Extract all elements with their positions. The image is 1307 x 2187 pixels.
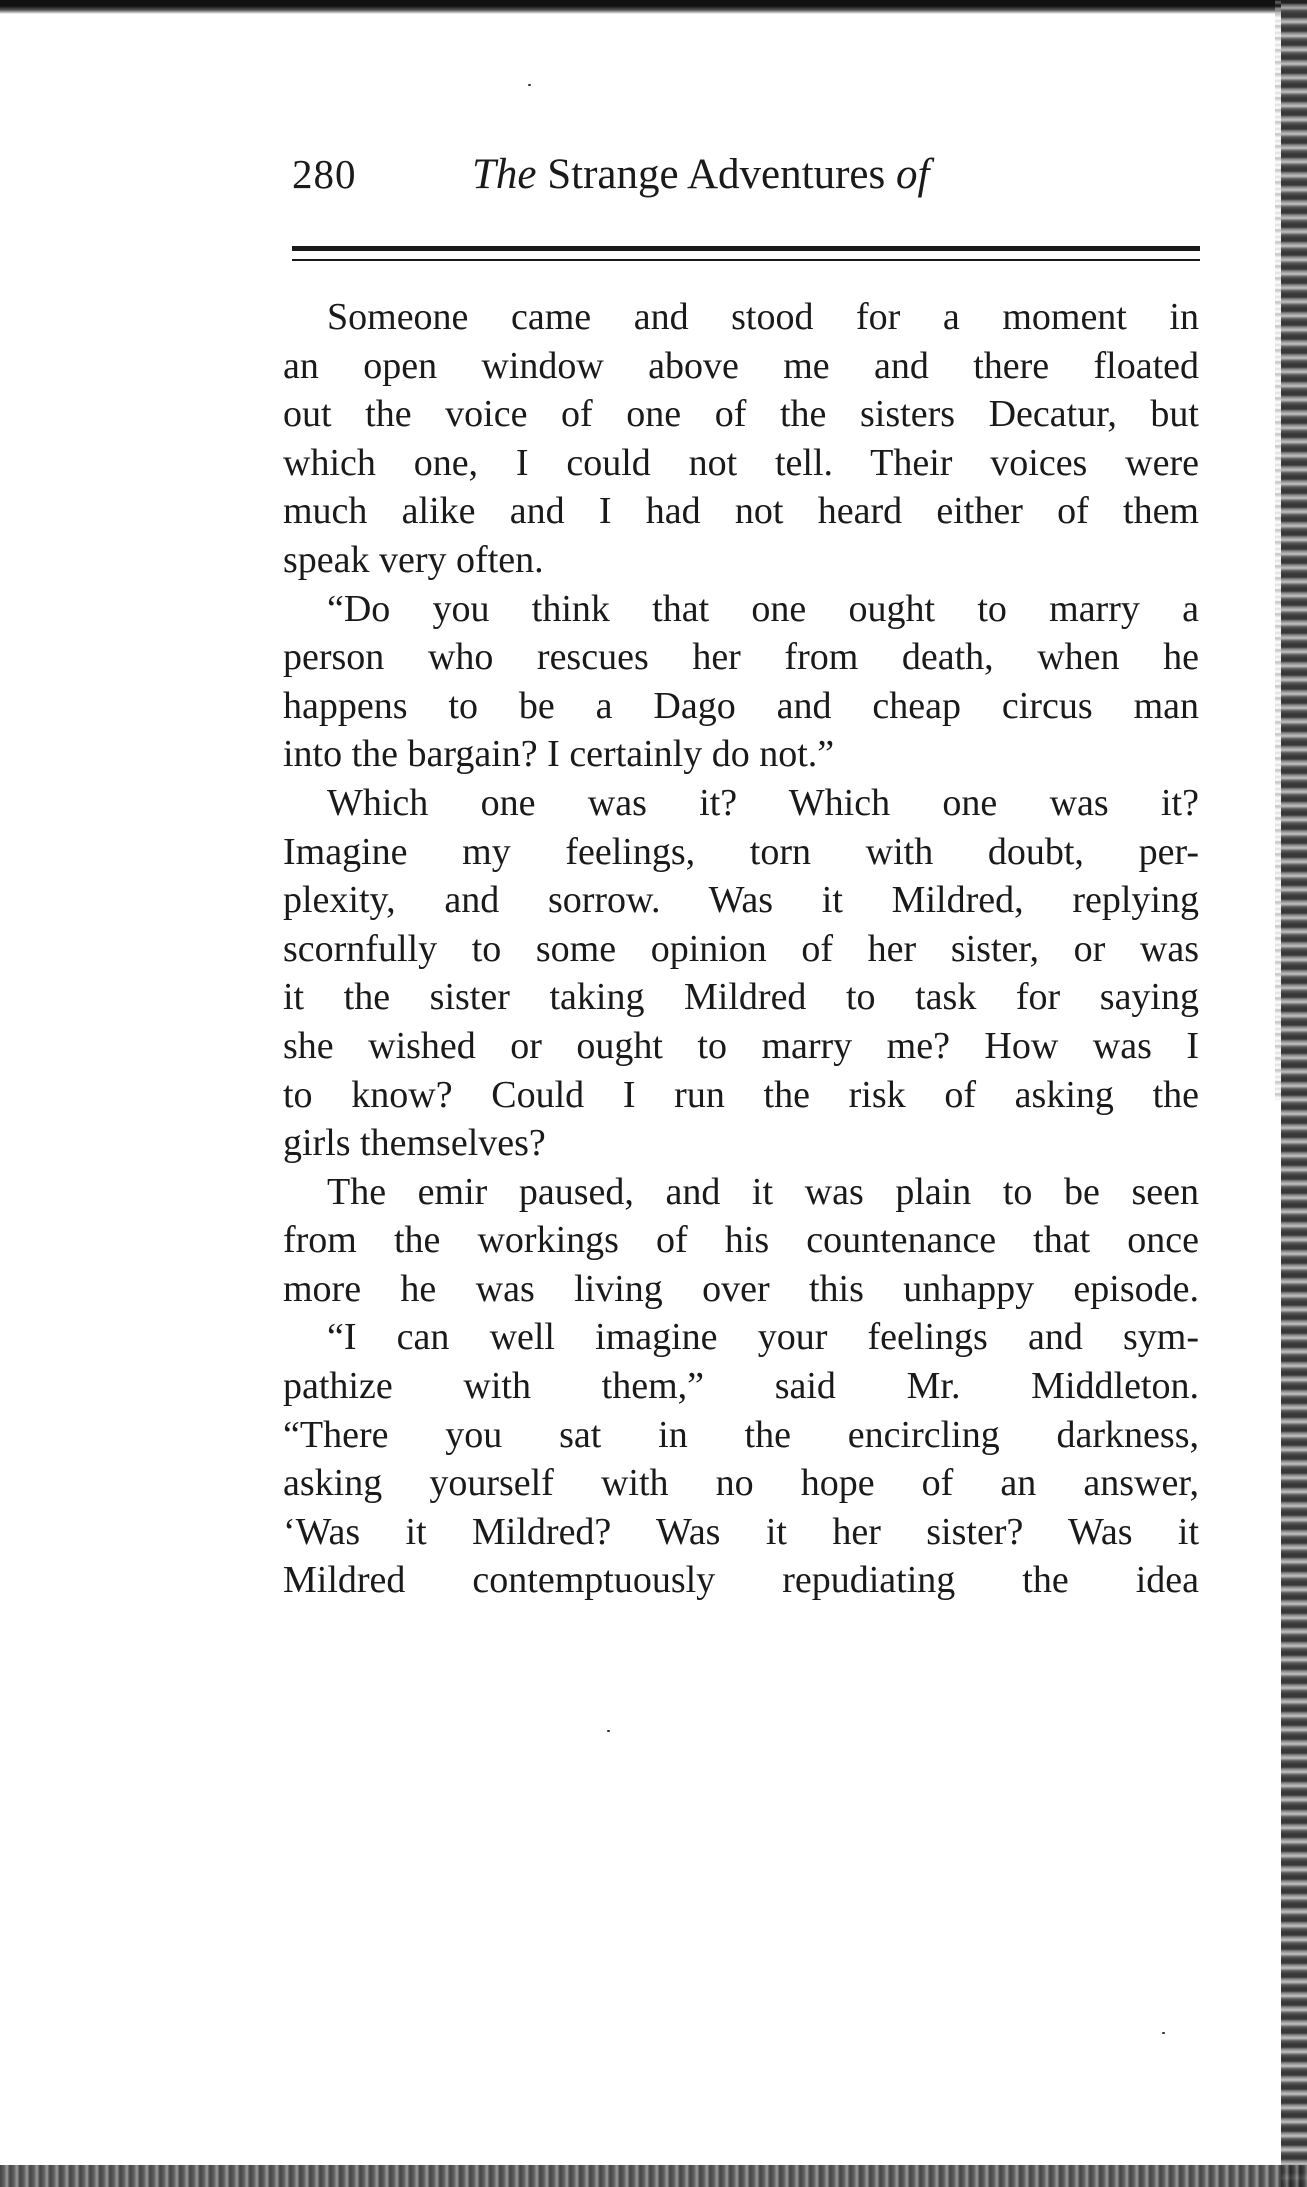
text-line: ‘Was it Mildred? Was it her sister? Was it (283, 1510, 1199, 1553)
text-line: into the bargain? I certainly do not.” (283, 733, 835, 776)
text-line: more he was living over this unhappy episode. (283, 1267, 1199, 1310)
text-line: person who rescues her from death, when he (283, 636, 1199, 679)
scan-edge-bottom (0, 2165, 1307, 2187)
scan-speck (528, 84, 531, 86)
text-line: plexity, and sorrow. Was it Mildred, replying (283, 879, 1199, 922)
scan-edge-right-inner (1275, 0, 1281, 1100)
text-line: girls themselves? (283, 1122, 546, 1165)
text-line: happens to be a Dago and cheap circus man (283, 684, 1199, 727)
running-title-main: Strange Adventures (547, 151, 886, 198)
running-header (292, 146, 1202, 216)
text-line: from the workings of his countenance that once (283, 1219, 1199, 1262)
scan-speck (607, 1730, 610, 1732)
running-title-the: The (472, 151, 537, 198)
text-line: pathize with them,” said Mr. Middleton. (283, 1365, 1199, 1408)
running-title (472, 150, 929, 199)
text-line: speak very often. (283, 538, 544, 581)
text-line: The emir paused, and it was plain to be seen (327, 1170, 1199, 1213)
text-line: to know? Could I run the risk of asking the (283, 1073, 1199, 1116)
text-line: Mildred contemptuously repudiating the idea (283, 1559, 1199, 1602)
text-line: “There you sat in the encircling darkness, (283, 1413, 1199, 1456)
text-line: Imagine my feelings, torn with doubt, per- (283, 830, 1199, 873)
scan-edge-top (0, 0, 1307, 14)
header-rule-thin (292, 259, 1200, 261)
text-line: asking yourself with no hope of an answer, (283, 1462, 1199, 1505)
header-rule-thick (292, 246, 1200, 251)
page-number: 280 (292, 151, 357, 197)
text-line: “Do you think that one ought to marry a (327, 587, 1199, 630)
scan-speck (1162, 2032, 1165, 2034)
text-line: Someone came and stood for a moment in (327, 296, 1199, 338)
scan-edge-right (1281, 0, 1307, 2187)
text-line: out the voice of one of the sisters Decatur, but (283, 393, 1199, 436)
running-title-of: of (895, 151, 930, 198)
text-line: an open window above me and there floated (283, 344, 1199, 387)
text-line: scornfully to some opinion of her sister, or was (283, 927, 1199, 970)
body-text (283, 293, 1199, 1605)
text-line: much alike and I had not heard either of them (283, 490, 1199, 533)
text-line: it the sister taking Mildred to task for saying (283, 976, 1199, 1019)
text-line: she wished or ought to marry me? How was I (283, 1024, 1199, 1067)
text-line: Which one was it? Which one was it? (327, 781, 1199, 824)
text-line: “I can well imagine your feelings and sym- (327, 1316, 1199, 1359)
text-line: which one, I could not tell. Their voices were (283, 441, 1199, 484)
